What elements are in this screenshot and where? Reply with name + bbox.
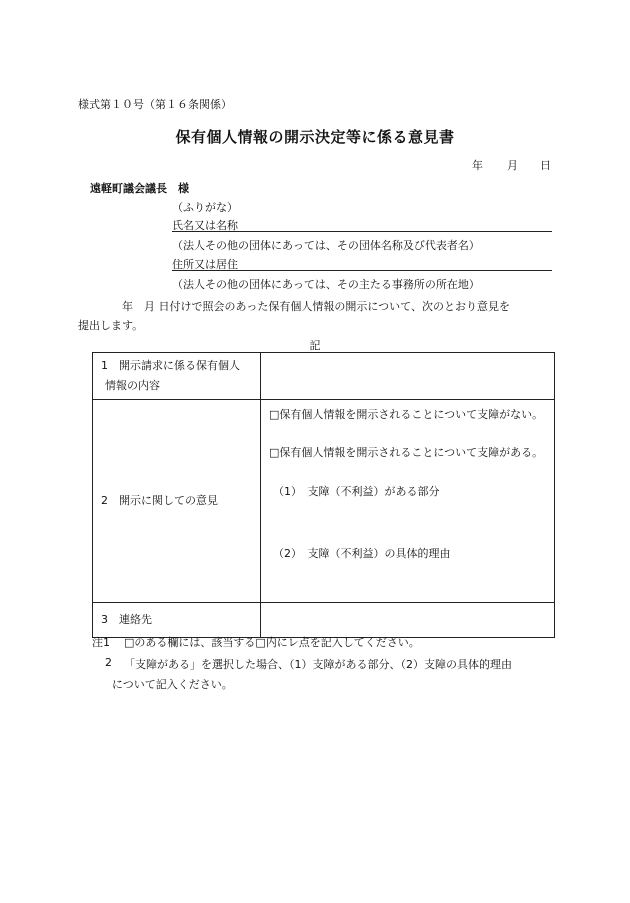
addressee: 遠軽町議会議長 様 bbox=[90, 182, 189, 195]
furigana-label: （ふりがな） bbox=[172, 201, 238, 214]
note-1-prefix: 注1 bbox=[92, 636, 110, 649]
contact-value-cell[interactable] bbox=[261, 603, 555, 638]
date-year: 年 bbox=[472, 159, 483, 172]
sub-item-obstacle-reason: （2） 支障（不利益）の具体的理由 bbox=[273, 547, 451, 560]
note-2-continuation: について記入ください。 bbox=[112, 678, 233, 691]
opinion-table bbox=[92, 352, 555, 638]
sub-item-obstacle-part: （1） 支障（不利益）がある部分 bbox=[273, 485, 440, 498]
contact-label-cell bbox=[93, 603, 261, 638]
address-note: （法人その他の団体にあっては、その主たる事務所の所在地） bbox=[172, 278, 480, 291]
request-info-value-cell[interactable] bbox=[261, 353, 555, 400]
date-day: 日 bbox=[540, 159, 551, 172]
table-row-contact bbox=[93, 603, 555, 638]
request-info-label-cell bbox=[93, 353, 261, 400]
note-2-prefix: 2 bbox=[105, 656, 112, 669]
option-obstacle[interactable]: □保有個人情報を開示されることについて支障がある。 bbox=[269, 446, 544, 459]
body-line-1: 年 月 日付けで照会のあった保有個人情報の開示について、次のとおり意見を bbox=[122, 300, 510, 313]
form-number: 様式第１０号（第１６条関係） bbox=[78, 98, 232, 111]
option-no-obstacle[interactable]: □保有個人情報を開示されることについて支障がない。 bbox=[269, 408, 544, 421]
name-underline bbox=[172, 231, 552, 232]
request-info-label-line1: 1 開示請求に係る保有個人 bbox=[101, 359, 240, 372]
body-line-2: 提出します。 bbox=[78, 319, 144, 332]
address-label: 住所又は居住 bbox=[172, 258, 238, 271]
request-info-label-line2: 情報の内容 bbox=[105, 379, 160, 392]
opinion-value-cell bbox=[261, 400, 555, 603]
note-1-text: □のある欄には、該当する□内にレ点を記入してください。 bbox=[124, 636, 420, 649]
table-row-request-info bbox=[93, 353, 555, 400]
contact-label: 3 連絡先 bbox=[101, 613, 152, 626]
opinion-label-cell bbox=[93, 400, 261, 603]
ki-label: 記 bbox=[309, 339, 321, 352]
page-title: 保有個人情報の開示決定等に係る意見書 bbox=[175, 128, 455, 146]
name-label: 氏名又は名称 bbox=[172, 219, 238, 232]
address-underline bbox=[172, 270, 552, 271]
opinion-label: 2 開示に関しての意見 bbox=[101, 494, 218, 507]
date-month: 月 bbox=[507, 159, 518, 172]
name-note: （法人その他の団体にあっては、その団体名称及び代表者名） bbox=[172, 239, 480, 252]
note-2-text: 「支障がある」を選択した場合、（1）支障がある部分、（2）支障の具体的理由 bbox=[124, 658, 512, 671]
table-row-opinion bbox=[93, 400, 555, 603]
